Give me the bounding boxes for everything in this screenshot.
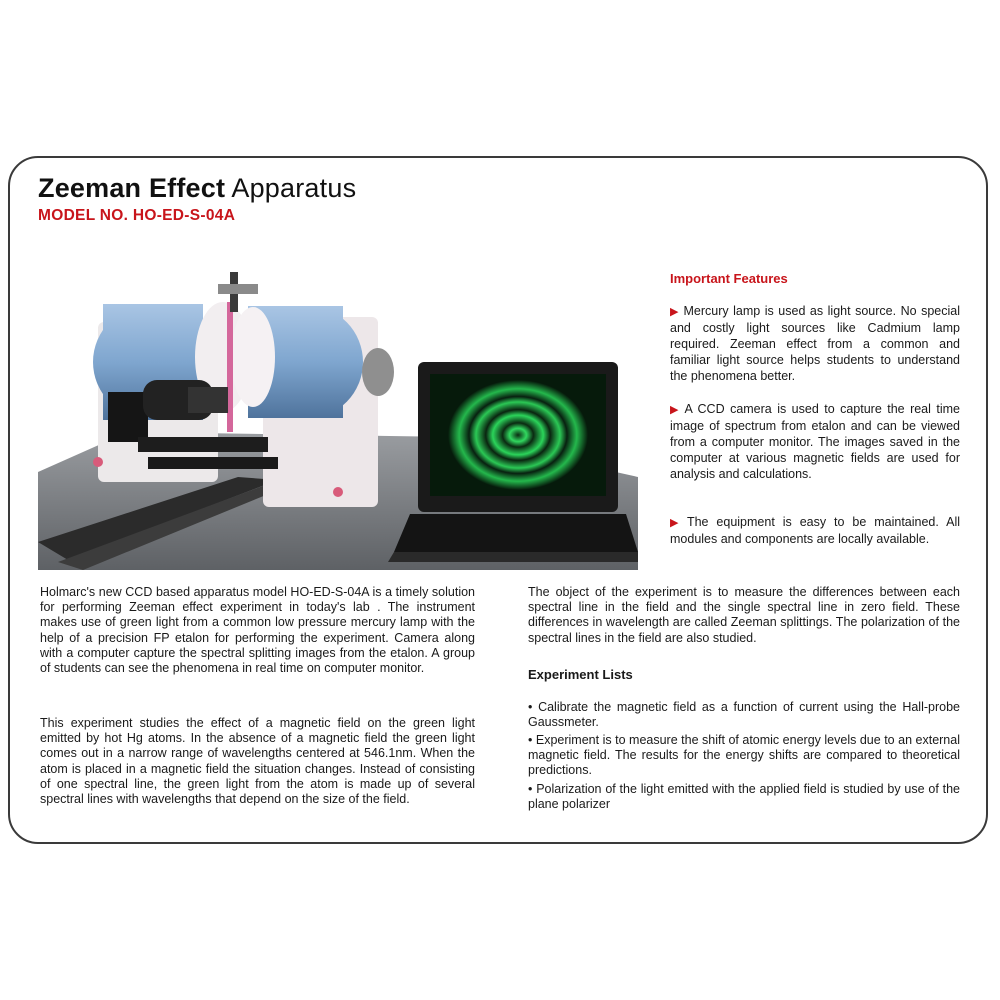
feature-item [670, 303, 960, 384]
intro-paragraph: Holmarc's new CCD based apparatus model HO-ED-S-04A is a timely solution for performing Zeeman effect experiment in today's lab . The instrument makes use of green light from a common low pressure mercury lamp with the help of a precision FP etalon for performing the experiment. Camera along with a computer capture the spectral splitting images from the etalon. A group of students can see the phenomena in real time on computer monitor. [40, 585, 475, 676]
title-rest: Apparatus [225, 173, 357, 203]
interference-rings [448, 380, 588, 490]
red-triangle-arrow-icon: ▶ [670, 306, 680, 318]
feature-item [670, 514, 960, 547]
page-title [38, 173, 356, 204]
experiment-item: • Experiment is to measure the shift of atomic energy levels due to an external magnetic field. The results for the energy shifts are compared to theoretical predictions. [528, 733, 960, 778]
feature-text: Mercury lamp is used as light source. No special and costly light sources like Cadmium lamp required. Zeeman effect from a common and familiar light source helps students to understand the phenomena better. [670, 304, 960, 383]
feature-text: A CCD camera is used to capture the real time image of spectrum from etalon and can be viewed from a computer monitor. The images saved in the computer at various magnetic fields are used for analysis and calculations. [670, 402, 960, 481]
feature-item [670, 401, 960, 482]
experiment-lists-heading: Experiment Lists [528, 667, 633, 682]
laptop-keyboard [394, 514, 638, 552]
ccd-camera [108, 392, 148, 442]
experiment-description: This experiment studies the effect of a magnetic field on the green light emitted by hot Hg atoms. In the absence of a magnetic field the green light comes out in a narrow range of wavelengths centered at 546.1nm. When the atom is placed in a magnetic field the situation changes. Instead of consisting of one spectral line, the green light from the atom is made up of several spectral lines with wavelengths that depend on the size of the field. [40, 716, 475, 807]
title-bold: Zeeman Effect [38, 173, 226, 203]
objective-paragraph: The object of the experiment is to measure the differences between each spectral line in the field and the single spectral line in zero field. These differences in wavelength are called Zeeman splittings. The polarization of the spectral lines in the field are also studied. [528, 585, 960, 645]
product-photo [38, 262, 638, 570]
experiment-item: • Calibrate the magnetic field as a function of current using the Hall-probe Gaussmeter. [528, 700, 960, 730]
model-number: MODEL NO. HO-ED-S-04A [38, 207, 236, 224]
red-triangle-arrow-icon: ▶ [670, 517, 683, 529]
feature-text: The equipment is easy to be maintained. All modules and components are locally available. [670, 515, 961, 546]
red-triangle-arrow-icon: ▶ [670, 404, 681, 416]
experiment-item: • Polarization of the light emitted with the applied field is studied by use of the plane polarizer [528, 782, 960, 812]
features-heading: Important Features [670, 271, 788, 286]
